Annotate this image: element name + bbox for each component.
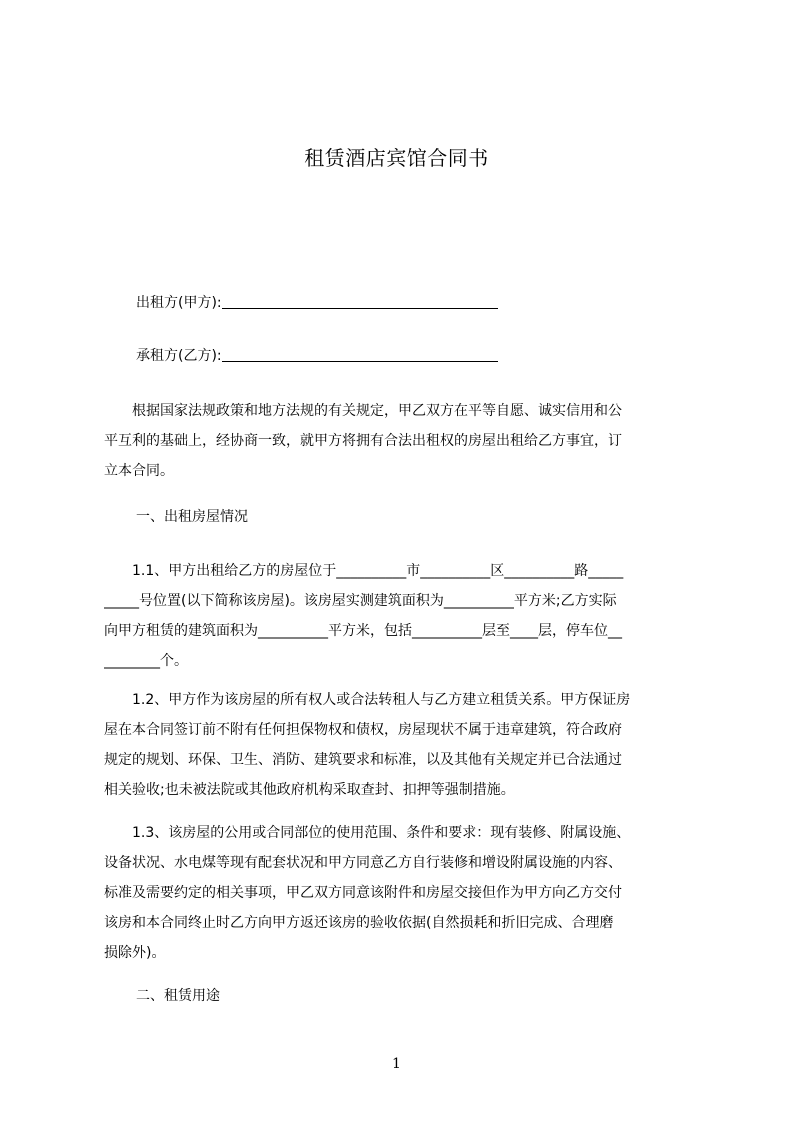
paragraph-line: 规定的规划、环保、卫生、消防、建筑要求和标准，以及其他有关规定并已合法通过 (104, 752, 622, 768)
lessor-line (136, 292, 498, 312)
paragraph-line: 屋在本合同签订前不附有任何担保物权和债权，房屋现状不属于违章建筑，符合政府 (104, 722, 622, 738)
paragraph-line: 立本合同。 (104, 463, 174, 479)
paragraph-line: 向甲方租赁的建筑面积为__________平方米，包括__________层至____层，停车位__ (104, 623, 622, 639)
intro-paragraph (104, 396, 700, 486)
paragraph-line: 标准及需要约定的相关事项，甲乙双方同意该附件和房屋交接但作为甲方向乙方交付 (104, 885, 622, 901)
page-number: 1 (392, 1056, 401, 1072)
paragraph-line: 相关验收;也未被法院或其他政府机构采取查封、扣押等强制措施。 (104, 782, 515, 798)
paragraph-line: 根据国家法规政策和地方法规的有关规定，甲乙双方在平等自愿、诚实信用和公 (104, 403, 622, 419)
section-1-heading: 一、出租房屋情况 (136, 509, 248, 525)
paragraph-line: 1.2、甲方作为该房屋的所有权人或合法转租人与乙方建立租赁关系。甲方保证房 (104, 692, 631, 708)
lessor-label: 出租方(甲方): (136, 295, 222, 311)
paragraph-line: 该房和本合同终止时乙方向甲方返还该房的验收依据(自然损耗和折旧完成、合理磨 (104, 915, 614, 931)
paragraph-line: 损除外)。 (104, 945, 166, 961)
document-title: 租赁酒店宾馆合同书 (304, 146, 489, 170)
lessee-blank (222, 347, 498, 362)
lessor-blank (222, 294, 498, 309)
paragraph-line: 设备状况、水电煤等现有配套状况和甲方同意乙方自行装修和增设附属设施的内容、 (104, 855, 622, 871)
paragraph-line: ________个。 (104, 653, 188, 669)
clause-1-3 (104, 818, 700, 968)
paragraph-line: 1.1、甲方出租给乙方的房屋位于__________市__________区__________路_____ (104, 563, 624, 579)
paragraph-line: 平互利的基础上，经协商一致，就甲方将拥有合法出租权的房屋出租给乙方事宜，订 (104, 433, 622, 449)
clause-1-1 (104, 556, 700, 676)
clause-1-2 (104, 685, 700, 805)
lessee-label: 承租方(乙方): (136, 348, 222, 364)
section-2-heading: 二、租赁用途 (136, 988, 220, 1004)
paragraph-line: _____号位置(以下简称该房屋)。该房屋实测建筑面积为__________平方米;乙方实际 (104, 593, 617, 609)
paragraph-line: 1.3、该房屋的公用或合同部位的使用范围、条件和要求：现有装修、附属设施、 (104, 825, 631, 841)
lessee-line (136, 345, 498, 365)
